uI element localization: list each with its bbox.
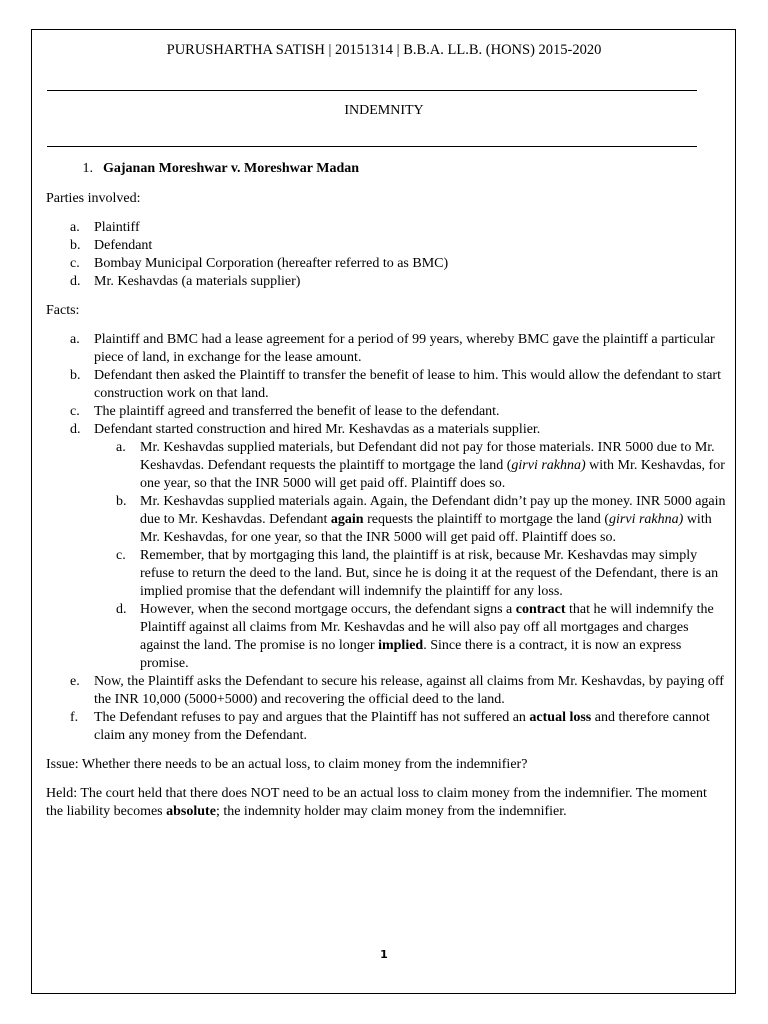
list-item (46, 709, 726, 745)
list-marker: f. (70, 710, 79, 725)
list-text: Remember, that by mortgaging this land, the plaintiff is at risk, because Mr. Keshavdas may simply refuse to return the deed to the land. But, since he is doing it at the request of the Defendant, there is an implied promise that the defendant will indemnify the plaintiff for any loss. (140, 548, 719, 599)
list-text: The plaintiff agreed and transferred the benefit of lease to the defendant. (94, 404, 500, 419)
italic-term: girvi rakhna) (609, 512, 684, 527)
list-text: Defendant then asked the Plaintiff to transfer the benefit of lease to him. This would allow the defendant to start construction work on that land. (94, 368, 721, 401)
text-run: with Mr. Keshavdas, for one year, so that the INR 5000 will get paid off. Plaintiff does so. (140, 458, 725, 491)
header-rule-bottom (47, 146, 697, 147)
list-marker: d. (116, 602, 127, 617)
list-marker: b. (70, 368, 81, 383)
list-marker: a. (70, 220, 80, 235)
text-run: The Defendant refuses to pay and argues that the Plaintiff has not suffered an (94, 710, 530, 725)
text-run: that he will indemnify the Plaintiff against all claims from Mr. Keshavdas and he will also pay off all mortgages and charges against the land. The promise is no longer (140, 602, 714, 653)
list-text: Defendant (94, 238, 153, 253)
bold-term: contract (515, 602, 566, 617)
bold-term: absolute (166, 804, 216, 819)
list-marker: a. (70, 332, 80, 347)
list-marker: d. (70, 274, 81, 289)
document-body (46, 160, 726, 832)
facts-list (46, 331, 726, 745)
bold-term: actual loss (529, 710, 592, 725)
parties-list (46, 219, 726, 291)
case-name: Gajanan Moreshwar v. Moreshwar Madan (103, 161, 360, 176)
list-item (46, 367, 726, 403)
text-run: and therefore cannot claim any money from the Defendant. (94, 710, 710, 743)
text-run: ; the indemnity holder may claim money from the indemnifier. (215, 804, 567, 819)
list-marker: b. (116, 494, 127, 509)
text-run: Mr. Keshavdas supplied materials again. Again, the Defendant didn’t pay up the money. INR 5000 again due to Mr. Keshavdas. Defendant (140, 494, 726, 527)
list-text (94, 709, 726, 745)
list-item (46, 439, 726, 493)
held-paragraph (46, 785, 726, 821)
list-text: Plaintiff (94, 220, 140, 235)
list-item (46, 493, 726, 547)
text-run: Mr. Keshavdas supplied materials, but Defendant did not pay for those materials. INR 5000 due to Mr. Keshavdas. Defendant requests the plaintiff to mortgage the land ( (140, 440, 715, 473)
list-item (46, 601, 726, 673)
list-marker: a. (116, 440, 126, 455)
case-heading (46, 160, 726, 178)
case-number: 1. (82, 161, 93, 176)
list-text (140, 493, 726, 547)
list-item (46, 421, 726, 439)
list-item (46, 255, 726, 273)
text-run: Held: The court held that there does NOT need to be an actual loss to claim money from the indemnifier. The moment the liability becomes (46, 786, 707, 819)
list-text: Now, the Plaintiff asks the Defendant to secure his release, against all claims from Mr. Keshavdas, by paying off the INR 10,000 (5000+5000) and recovering the official deed to the land. (94, 674, 724, 707)
list-marker: c. (70, 404, 80, 419)
list-item (46, 219, 726, 237)
list-text: Bombay Municipal Corporation (hereafter referred to as BMC) (94, 256, 449, 271)
sub-list-wrapper (46, 439, 726, 673)
bold-term: implied (378, 638, 424, 653)
document-title: INDEMNITY (344, 103, 424, 118)
list-item (46, 673, 726, 709)
list-marker: c. (70, 256, 80, 271)
list-item (46, 331, 726, 367)
list-marker: e. (70, 674, 80, 689)
text-run: with Mr. Keshavdas, for one year, so that the INR 5000 will get paid off. Plaintiff does so. (140, 512, 712, 545)
facts-label: Facts: (46, 303, 80, 318)
text-run: . Since there is a contract, it is now an express promise. (140, 638, 682, 671)
bold-term: again (330, 512, 364, 527)
author-header: PURUSHARTHA SATISH | 20151314 | B.B.A. LL.B. (HONS) 2015-2020 (166, 42, 602, 58)
list-marker: c. (116, 548, 126, 563)
list-item (46, 237, 726, 255)
issue-paragraph: Issue: Whether there needs to be an actual loss, to claim money from the indemnifier? (46, 757, 528, 772)
list-item (46, 403, 726, 421)
list-marker: d. (70, 422, 81, 437)
text-run: requests the plaintiff to mortgage the land ( (363, 512, 610, 527)
list-text (140, 439, 726, 493)
list-text: Mr. Keshavdas (a materials supplier) (94, 274, 301, 289)
parties-label: Parties involved: (46, 191, 141, 206)
page-number: 1 (380, 948, 388, 961)
facts-sub-list (46, 439, 726, 673)
list-text: Plaintiff and BMC had a lease agreement for a period of 99 years, whereby BMC gave the plaintiff a particular piece of land, in exchange for the lease amount. (94, 332, 715, 365)
list-text: Defendant started construction and hired Mr. Keshavdas as a materials supplier. (94, 422, 541, 437)
header-rule-top (47, 90, 697, 91)
text-run: However, when the second mortgage occurs, the defendant signs a (140, 602, 516, 617)
list-item (46, 273, 726, 291)
list-text (140, 601, 726, 673)
list-marker: b. (70, 238, 81, 253)
list-item (46, 547, 726, 601)
italic-term: girvi rakhna) (511, 458, 586, 473)
